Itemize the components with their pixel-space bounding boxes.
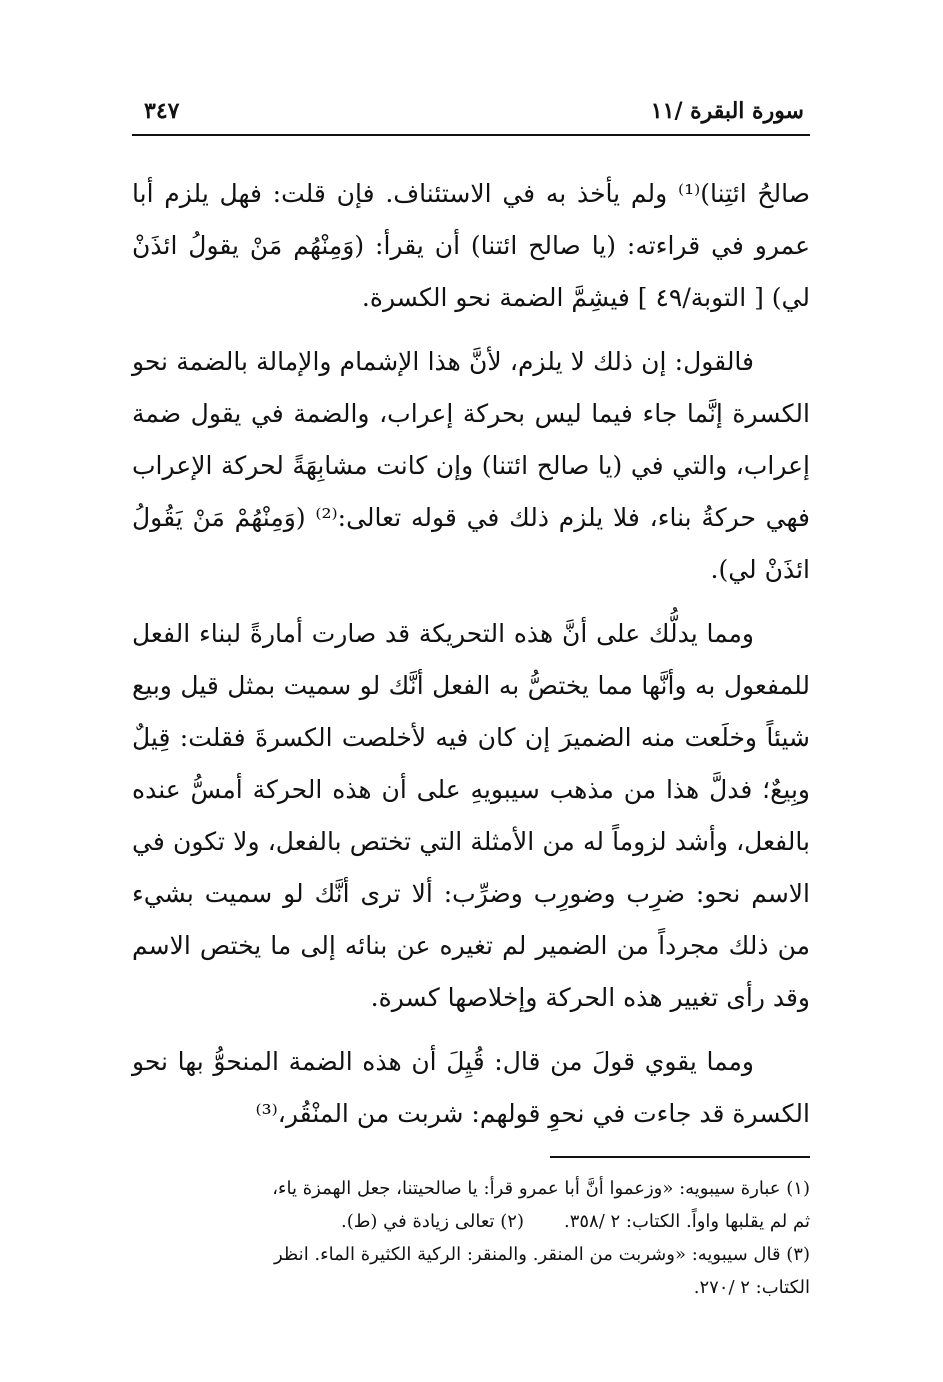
running-header: [132, 98, 810, 136]
footnote-3-line-2: الكتاب: ٢ /٢٧٠.: [693, 1277, 810, 1298]
paragraph-1: صالحُ ائتِنا)⁽¹⁾ ولم يأخذ به في الاستئناف. فإن قلت: فهل يلزم أبا عمرو في قراءته: (يا صالح ائتنا) أن يقرأ: (وَمِنْهُم مَنْ يقولُ ائذَنْ لي) [ التوبة/٤٩ ] فيشِمَّ الضمة نحو الكسرة.: [132, 179, 810, 312]
footnote-1-continuation: ثم لم يقلبها واواً. الكتاب: ٢ /٣٥٨.: [563, 1211, 810, 1232]
footnote-1-line-1: (١) عبارة سيبويه: «وزعموا أنَّ أبا عمرو قرأ: يا صالحيتنا، جعل الهمزة ياء،: [272, 1178, 810, 1199]
body-text: [132, 168, 810, 1140]
surah-title: سورة البقرة /١١: [650, 98, 804, 124]
footnotes: [132, 1172, 810, 1304]
footnote-divider: [550, 1156, 810, 1158]
footnote-1-line-2: [132, 1205, 810, 1238]
paragraph-3: ومما يدلُّك على أنَّ هذه التحريكة قد صارت أمارةً لبناء الفعل للمفعول به وأنَّها مما يختصُّ به الفعل أنَّك لو سميت بمثل قيل وبيع شيئاً وخلَعت منه الضميرَ إن كان فيه لأخلصت الكسرةَ فقلت: قِيلٌ وبِيعٌ؛ فدلَّ هذا من مذهب سيبويهِ على أن هذه الحركة أمسُّ عنده بالفعل، وأشد لزوماً له من الأمثلة التي تختص بالفعل، ولا تكون في الاسم نحو: ضرِب وضورِب وضرِّب: ألا ترى أنَّك لو سميت بشيء من ذلك مجرداً من الضمير لم تغيره عن بنائه إلى ما يختص الاسم وقد رأى تغيير هذه الحركة وإخلاصها كسرة.: [132, 619, 810, 1012]
footnote-2: (٢) تعالى زيادة في (ط).: [341, 1211, 524, 1232]
footnote-3-line-1: (٣) قال سيبويه: «وشربت من المنقر. والمنقر: الركية الكثيرة الماء. انظر: [273, 1244, 810, 1265]
paragraph-2: فالقول: إن ذلك لا يلزم، لأنَّ هذا الإشمام والإمالة بالضمة نحو الكسرة إنَّما جاء فيما ليس بحركة إعراب، والضمة في يقول ضمة إعراب، والتي في (يا صالح ائتنا) وإن كانت مشابِهَةً لحركة الإعراب فهي حركةُ بناء، فلا يلزم ذلك في قوله تعالى:⁽²⁾ (وَمِنْهُمْ مَنْ يَقُولُ ائذَنْ لي).: [132, 347, 810, 584]
page-number: ٣٤٧: [144, 98, 180, 124]
book-page: [132, 98, 810, 1304]
paragraph-4: ومما يقوي قولَ من قال: قُيِلَ أن هذه الضمة المنحوُّ بها نحو الكسرة قد جاءت في نحوِ قولهم: شربت من المنْقُر،⁽³⁾: [132, 1047, 810, 1128]
